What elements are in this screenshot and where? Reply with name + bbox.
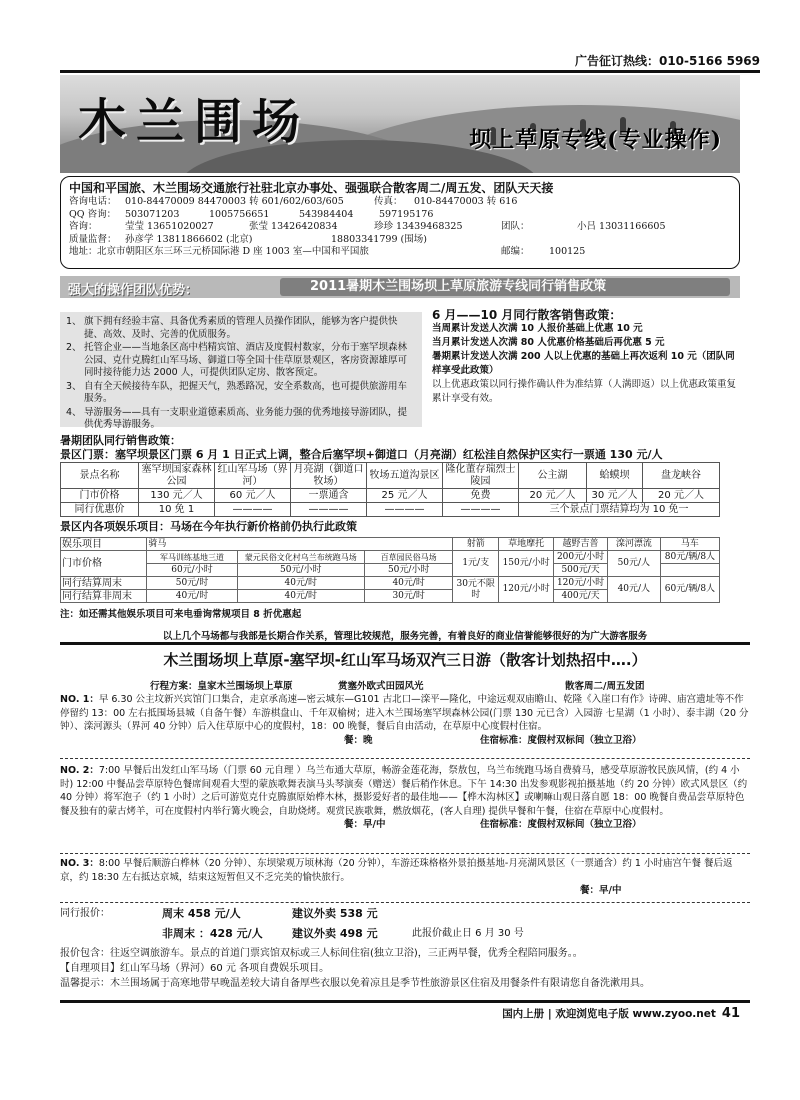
consult-3: 珍珍 13439468325 — [374, 221, 463, 232]
table-cell: 150元/小时 — [499, 551, 554, 577]
summer-group-section — [60, 434, 750, 642]
day-text: 7:00 早餐后出发红山军马场（门票 60 元自理 ）乌兰布通大草原，畅游金莲花海，祭敖包，乌兰布统跑马场自费骑马，感受草原游牧民族风情，(约 4 小时) 12:00 中餐品尝草原特色餐席间观看大型的蒙族歌舞表演马头琴演奏（赠送）餐后稍作休息。下午 14:30 出发参观影视拍摄基地（约 20 分钟）欧式风景区（约 40 分钟）将军泡子（约 1 小时）之后可游览克什克腾旗原始桦木林，摄影爱好者的最佳地——【桦木沟林区】或喇嘛山观日落自愿 18：00 晚餐自费品尝草原特色餐及独有的蒙古烤羊，可在度假村内举行篝火晚会，自助烧烤。观赏民族歌舞，燃放烟花，(客人自理) 提供早餐和午餐，住宿在草原中心度假村。 — [60, 765, 748, 817]
table-cell: 门市价格 — [61, 551, 147, 577]
table-cell: 40元/时 — [147, 590, 237, 603]
table-cell: 免费 — [443, 489, 519, 503]
table-row — [61, 577, 720, 590]
table-row — [61, 503, 720, 517]
day-2 — [60, 764, 750, 832]
band-left-title: 强大的操作团队优势： — [68, 283, 199, 298]
footer-divider — [60, 1000, 750, 1003]
price-deadline: 此报价截止日 6 月 30 号 — [412, 928, 524, 939]
weekend-price: 周末 458 元/人 — [162, 907, 241, 920]
item-number: 3、 — [66, 380, 82, 392]
qq-4: 597195176 — [379, 208, 434, 220]
contact-quality-row — [69, 234, 731, 247]
table-cell: 同行结算非周末 — [61, 590, 147, 603]
table-cell: 娱乐项目 — [61, 538, 147, 551]
ad-hotline: 广告征订热线：010-5166 5969 — [574, 54, 760, 68]
top-divider — [60, 70, 760, 73]
table-cell: 40元/时 — [237, 577, 364, 590]
table-cell: 25 元／人 — [367, 489, 443, 503]
tour-title: 木兰围场坝上草原-塞罕坝-红山军马场双汽三日游（散客计划热招中….） — [163, 651, 647, 669]
item-text: 自有全天候接待车队，把握天气，熟悉路况，安全系数高，也可提供旅游用车服务。 — [84, 380, 408, 404]
team-label: 团队： — [501, 221, 530, 232]
contact-consult-row — [69, 221, 731, 234]
table-cell: 50元/小时 — [237, 564, 364, 577]
plan-text: 散客周二/周五发团 — [565, 681, 645, 692]
table-cell: 50元/人 — [607, 551, 660, 577]
table-cell: 50元/小时 — [365, 564, 453, 577]
quality-label: 质量监督： — [69, 233, 117, 245]
table-cell: 同行优惠价 — [61, 503, 139, 517]
item-text: 导游服务——具有一支职业道德素质高、业务能力强的优秀地接导游团队，提供优秀导游服务。 — [84, 406, 408, 430]
table-row — [61, 551, 720, 564]
item-text: 托管企业——当地条区高中档精宾馆、酒店及度假村数家，分布于塞罕坝森林公园、克什克腾红山军马场、御道口等全国十佳草原景观区，客房资源雄厚可同时接待能力达 2000 人，可提供团队定房、散客预定。 — [84, 342, 408, 378]
price-include: 报价包含：往返空调旅游车。景点的首道门票宾馆双标或三人标间住宿(独立卫浴)，三正两早餐，优秀全程陪同服务。。 — [60, 948, 583, 959]
self-pay-items: 【自理项目】红山军马场（界河）60 元 各项自费娱乐项目。 — [60, 963, 330, 974]
day-label: NO. 2： — [60, 765, 99, 776]
page-footer — [502, 1006, 740, 1021]
ops-advantage-band — [60, 276, 740, 298]
table-cell: 军马训练基地三道 — [147, 551, 237, 564]
entertainment-table — [60, 537, 720, 603]
table-cell: 30元/时 — [365, 590, 453, 603]
table-cell: 红山军马场（界河） — [215, 463, 291, 489]
contact-box — [60, 176, 740, 269]
day-1 — [60, 693, 750, 748]
table-cell: 30 元／人 — [587, 489, 643, 503]
address-label: 地址： — [69, 246, 98, 257]
table-cell: 三个景点门票结算均为 10 免一 — [519, 503, 720, 517]
advantage-list — [60, 312, 422, 430]
table-cell: 隆化董存瑞烈士陵园 — [443, 463, 519, 489]
phone-value: 010-84470009 84470003 转 601/602/603/605 — [125, 196, 344, 207]
policy-line: 暑期累计发送人次满 200 人以上优惠的基础上再次返利 10 元（团队同样享受此政策） — [432, 351, 735, 376]
advantages-section — [60, 304, 740, 429]
table-cell: 同行结算周末 — [61, 577, 147, 590]
peer-price-label: 同行报价： — [60, 908, 110, 919]
table-cell: 30元不限时 — [453, 577, 499, 603]
ticket-table — [60, 462, 720, 517]
banner-subtitle: 坝上草原专线(专业操作) — [469, 127, 722, 153]
plan-text: 行程方案：皇家木兰围场坝上草原 — [150, 681, 293, 692]
table-row — [61, 489, 720, 503]
day-text: 8:00 早餐后顺游白桦林（20 分钟）、东坝梁观万顷林海（20 分钟），车游还珠格格外景拍摄基地-月亮湖风景区（一票通含）约 1 小时庙宫午餐 餐后返京，约 18:30 左右抵达京城，结束这短暂但又不乏完美的愉快旅行。 — [60, 858, 733, 883]
entertainment-title: 景区内各项娱乐项目：马场在今年执行新价格前仍执行此政策 — [60, 520, 357, 533]
table-cell: 蒙元民俗文化村乌兰布统跑马场 — [237, 551, 364, 564]
contact-qq-row — [69, 209, 731, 222]
table-cell: 60 元／人 — [215, 489, 291, 503]
price-row — [60, 906, 750, 926]
table-cell: 盘龙峡谷 — [643, 463, 720, 489]
section-divider — [60, 642, 750, 645]
list-item — [66, 316, 416, 341]
day-text: 早 6.30 公主坟新兴宾馆门口集合，走京承高速—密云城东—G101 古北口—滦平—隆化，中途远观双庙瞻山、乾隆《入崖口有作》诗碑、庙宫遗址等不作停留约 13：00 左右抵围场县城（自备午餐）车游棋盘山、千年双榆树；进入木兰围场塞罕坝森林公园(门票 130 元已含）入园游 七星湖（1 小时）、泰丰湖（20 分钟）、滦河源头（界河 40 分钟）后入住草原中心的度假村，18：00 晚餐，餐后自由活动，在草原中心度假村住宿。 — [60, 694, 749, 732]
day-meta — [60, 818, 750, 832]
table-cell: ———— — [443, 503, 519, 517]
table-cell: 130 元／人 — [139, 489, 215, 503]
zip-label: 邮编： — [501, 246, 530, 257]
plan-text: 赏塞外欧式田园风光 — [338, 681, 424, 692]
table-cell: 百草园民俗马场 — [365, 551, 453, 564]
qq-2: 1005756651 — [209, 208, 270, 220]
weekday-retail: 建议外卖 498 元 — [292, 927, 378, 940]
table-cell: 120元/小时 — [554, 577, 607, 590]
table-cell: 60元/小时 — [147, 564, 237, 577]
banner-title: 木兰围场 — [78, 94, 311, 150]
fax-label: 传真： — [374, 196, 403, 207]
quality-2: 18803341799 (围场) — [331, 233, 427, 245]
consult-label: 咨询： — [69, 221, 98, 232]
table-cell: 500元/天 — [554, 564, 607, 577]
stay-info: 住宿标准：度假村双标间（独立卫浴） — [480, 819, 642, 830]
contact-title: 中国和平国旅、木兰围场交通旅行社驻北京办事处、强强联合散客周二/周五发、团队天天接 — [69, 181, 554, 195]
team-value: 小吕 13031166605 — [577, 221, 666, 232]
table-cell: 草地摩托 — [499, 538, 554, 551]
sales-policy — [432, 308, 740, 406]
table-cell: 牧场五道沟景区 — [367, 463, 443, 489]
phone-label: 咨询电话： — [69, 196, 117, 207]
policy-line: 当月累计发送人次满 80 人优惠价格基础后再优惠 5 元 — [432, 337, 665, 348]
table-cell: 一票通含 — [291, 489, 367, 503]
table-cell: 蛤蟆坝 — [587, 463, 643, 489]
band-right-title: 2011暑期木兰围场坝上草原旅游专线同行销售政策 — [280, 278, 730, 296]
weekend-retail: 建议外卖 538 元 — [292, 907, 378, 920]
table-cell: 公主湖 — [519, 463, 587, 489]
table-cell: ———— — [215, 503, 291, 517]
fax-value: 010-84470003 转 616 — [414, 196, 518, 207]
qq-label: QQ 咨询： — [69, 208, 117, 220]
item-number: 4、 — [66, 406, 82, 418]
day-meta — [60, 734, 750, 748]
day-label: NO. 1： — [60, 694, 99, 705]
table-cell: 40元/时 — [237, 590, 364, 603]
meal-info: 餐：早/中 — [344, 819, 386, 830]
pricing-section — [60, 906, 750, 991]
consult-1: 莹莹 13651020027 — [125, 221, 214, 232]
dashed-divider — [60, 902, 750, 903]
list-item — [66, 342, 416, 380]
table-cell: 月亮湖（御道口牧场） — [291, 463, 367, 489]
footer-text: 国内上册 | 欢迎浏览电子版 www.zyoo.net — [502, 1008, 716, 1020]
table-cell: 120元/小时 — [499, 577, 554, 603]
table-cell: 马车 — [660, 538, 719, 551]
table-row — [61, 538, 720, 551]
table-cell: ———— — [367, 503, 443, 517]
table-cell: 50元/时 — [147, 577, 237, 590]
warm-tips: 温馨提示：木兰围场属于高寒地带早晚温差较大请自备厚些衣服以免着凉且是季节性旅游景区住宿及用餐条件有限请您自备洗漱用具。 — [60, 978, 650, 989]
policy-heading: 6 月——10 月同行散客销售政策： — [432, 308, 622, 322]
day-meta — [60, 884, 750, 898]
cooperation-note: 以上几个马场都与我部是长期合作关系，管理比较规范，服务完善，有着良好的商业信誉能够很好的为广大游客服务 — [162, 631, 648, 642]
ticket-note: 景区门票：塞罕坝景区门票 6 月 1 日正式上调，整合后塞罕坝+御道口（月亮湖）红松洼自然保护区实行一票通 130 元/人 — [60, 448, 663, 461]
table-cell: 200元/小时 — [554, 551, 607, 564]
table-cell: 400元/天 — [554, 590, 607, 603]
header-banner — [60, 75, 740, 173]
address-value: 北京市朝阳区东三环三元桥国际港 D 座 1003 室—中国和平国旅 — [97, 246, 369, 257]
consult-2: 张莹 13426420834 — [249, 221, 338, 232]
table-cell: 60元/辆/8人 — [660, 577, 719, 603]
entertainment-note: 注：如还需其他娱乐项目可来电垂询常规项目 8 折优惠起 — [60, 609, 302, 620]
table-cell: ———— — [291, 503, 367, 517]
policy-line: 当周累计发送人次满 10 人报价基础上优惠 10 元 — [432, 323, 643, 334]
list-item — [66, 407, 416, 432]
qq-3: 543984404 — [299, 208, 354, 220]
table-cell: 40元/时 — [365, 577, 453, 590]
table-cell: 20 元／人 — [643, 489, 720, 503]
table-cell: 40元/人 — [607, 577, 660, 603]
summer-title: 暑期团队同行销售政策： — [60, 434, 181, 447]
table-cell: 射箭 — [453, 538, 499, 551]
item-number: 1、 — [66, 316, 82, 327]
list-item — [66, 381, 416, 406]
page-number: 41 — [721, 1006, 740, 1021]
meal-info: 餐：早/中 — [580, 885, 622, 896]
weekday-price: 非周末 ：428 元/人 — [162, 927, 263, 940]
item-number: 2、 — [66, 342, 82, 353]
qq-1: 503071203 — [125, 208, 180, 220]
table-row — [61, 463, 720, 489]
contact-address-row — [69, 246, 731, 259]
contact-phone-row — [69, 196, 731, 209]
zip-value: 100125 — [549, 246, 586, 257]
day-label: NO. 3： — [60, 858, 99, 869]
table-cell: 80元/辆/8人 — [660, 551, 719, 564]
price-row — [60, 926, 750, 946]
table-cell: 塞罕坝国家森林公园 — [139, 463, 215, 489]
table-cell: 1元/支 — [453, 551, 499, 577]
dashed-divider — [60, 758, 750, 759]
table-cell: 骑马 — [147, 538, 453, 551]
table-cell: 门市价格 — [61, 489, 139, 503]
table-cell: 10 免 1 — [139, 503, 215, 517]
table-cell: 越野吉普 — [554, 538, 607, 551]
meal-info: 餐：晚 — [344, 734, 373, 746]
table-cell: 20 元／人 — [519, 489, 587, 503]
day-3 — [60, 857, 750, 898]
table-cell: 景点名称 — [61, 463, 139, 489]
table-cell: 滦河漂流 — [607, 538, 660, 551]
policy-line: 以上优惠政策以同行操作确认件为准结算（人满即返）以上优惠政策重复累计享受有效。 — [432, 379, 737, 404]
quality-1: 孙彦学 13811866602 (北京) — [125, 233, 253, 245]
dashed-divider — [60, 853, 750, 854]
item-text: 旗下拥有经验丰富、具备优秀素质的管理人员操作团队，能够为客户提供快捷、高效、及时、完善的优质服务。 — [84, 316, 398, 340]
stay-info: 住宿标准：度假村双标间（独立卫浴） — [480, 734, 642, 746]
